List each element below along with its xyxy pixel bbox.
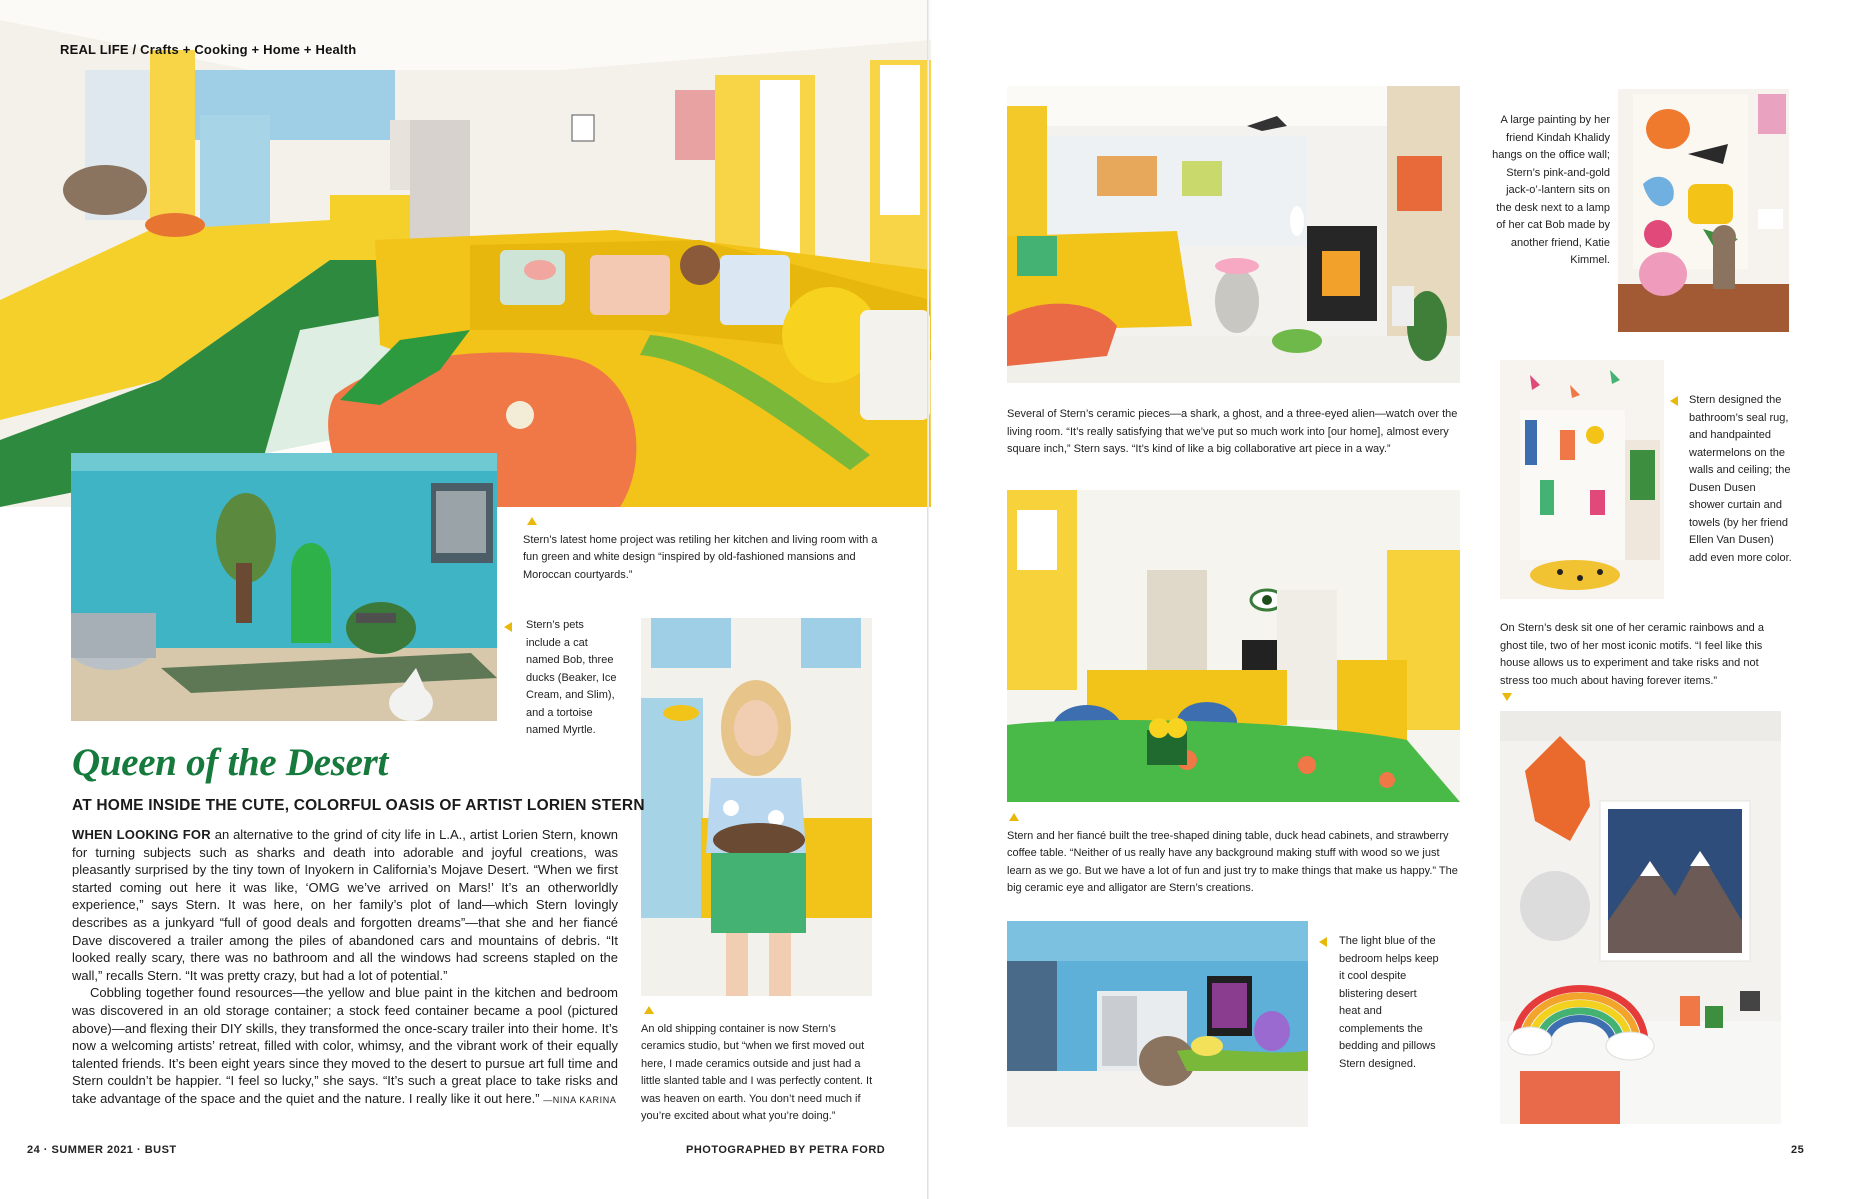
article-byline: —NINA KARINA <box>543 1094 617 1105</box>
caption-desk-text: On Stern’s desk sit one of her ceramic rainbows and a ghost tile, two of her most iconic motifs. “I feel like this house allows us to experiment and take risks and not stress too much about having forever items.” <box>1500 622 1764 687</box>
photo-artist-portrait <box>641 618 872 996</box>
photo-dining-room <box>1007 490 1460 802</box>
photo-desk <box>1500 711 1781 1124</box>
folio-right: 25 <box>1791 1144 1805 1156</box>
section-label: REAL LIFE / Crafts + Cooking + Home + Health <box>60 42 357 57</box>
photo-pool-ducks <box>71 453 497 721</box>
caption-bathroom-text: Stern designed the bathroom’s seal rug, and handpainted watermelons on the walls and ceiling; the Dusen Dusen shower curtain and towels (by her friend Ellen Van Dusen) add even more color. <box>1689 394 1792 564</box>
caption-office-text: A large painting by her friend Kindah Khalidy hangs on the office wall; Stern’s pink-and-gold jack-o’-lantern sits on the desk next to a lamp of her cat Bob made by another friend, Katie Kimmel. <box>1492 114 1610 266</box>
caption-pointer-icon <box>1319 937 1327 947</box>
caption-office <box>1490 112 1610 270</box>
article-headline: Queen of the Desert <box>72 741 389 784</box>
caption-bedroom <box>1319 933 1439 1073</box>
caption-pointer-icon <box>527 517 537 525</box>
body-paragraph-2-text: Cobbling together found resources—the yellow and blue paint in the kitchen and bedroom was discovered in an old storage container; a stock feed container became a pool (pictured above)—and flexing their DIY skills, they transformed the once-scary trailer into their home. It’s now a welcoming artists’ retreat, filled with color, whimsy, and the vibrant work of their equally talented friends. It’s been eight years since they moved to the desert to pursue art full time and Stern couldn’t be happier. “I feel so lucky,” she says. “It’s such a great place to take risks and take advantage of the space and the quiet and the nature. I really like it out here.” <box>72 985 618 1106</box>
caption-bedroom-text: The light blue of the bedroom helps keep it cool despite blistering desert heat and complements the bedding and pillows Stern designed. <box>1339 935 1439 1070</box>
body-paragraph-1-text: an alternative to the grind of city life in L.A., artist Lorien Stern, known for turning subjects such as sharks and death into adorable and joyful creations, was pleasantly surprised by the tiny town of Inyokern in California’s Mojave Desert. “When we first started coming out here it was like, ‘OMG we’ve arrived on Mars!’ It’s an otherworldly experience,” says Stern. It was here, on her family’s plot of land—which Stern lovingly describes as a junkyard “full of good deals and forgotten dreams”—that she and her fiancé Dave discovered a trailer among the piles of abandoned cars and mountains of debris. “It looked really scary, there was no bathroom and all the windows had screens stapled on the wall,” recalls Stern. “It was pretty crazy, but had a lot of potential.” <box>72 827 619 983</box>
article-dek: AT HOME INSIDE THE CUTE, COLORFUL OASIS OF ARTIST LORIEN STERN <box>72 797 645 814</box>
caption-living-room <box>1007 406 1462 459</box>
photo-bedroom <box>1007 921 1308 1127</box>
hero-photo-kitchen-living-room <box>0 0 931 507</box>
caption-pets <box>506 617 621 740</box>
caption-pointer-icon <box>1502 693 1512 701</box>
photo-bathroom <box>1500 360 1664 599</box>
folio-left: 24 · SUMMER 2021 · BUST <box>27 1144 177 1156</box>
caption-living-room-text: Several of Stern’s ceramic pieces—a shark, a ghost, and a three-eyed alien—watch over the living room. “It’s really satisfying that we’ve put so much work into [our home], almost every square inch,” Stern says. “It’s kind of like a big collaborative art piece in a way.” <box>1007 408 1458 455</box>
caption-studio <box>641 1003 876 1126</box>
body-lead-in: WHEN LOOKING FOR <box>72 827 211 842</box>
caption-pointer-icon <box>1009 813 1019 821</box>
caption-pets-text: Stern’s pets include a cat named Bob, three ducks (Beaker, Ice Cream, and Slim), and a tortoise named Myrtle. <box>526 619 617 736</box>
caption-kitchen <box>523 514 883 584</box>
caption-desk <box>1500 620 1770 708</box>
photo-office <box>1618 89 1789 332</box>
caption-kitchen-text: Stern’s latest home project was retiling her kitchen and living room with a fun green and white design “inspired by old-fashioned mansions and Moroccan courtyards.” <box>523 533 878 581</box>
page-gutter <box>927 0 929 1199</box>
caption-pointer-icon <box>644 1006 654 1014</box>
article-body <box>72 826 618 1110</box>
caption-pointer-icon <box>504 622 512 632</box>
caption-studio-text: An old shipping container is now Stern’s ceramics studio, but “when we first moved out here, I made ceramics outside and just had a little slanted table and I was perfectly content. It was heaven on earth. You don’t need much if you’re excited about what you’re doing.” <box>641 1022 873 1122</box>
caption-bathroom <box>1670 392 1794 567</box>
caption-pointer-icon <box>1670 396 1678 406</box>
body-paragraph <box>72 984 618 1109</box>
caption-dining-text: Stern and her fiancé built the tree-shaped dining table, duck head cabinets, and strawberry coffee table. “Neither of us really have any background making stuff with wood so we just learn as we go. But we have a lot of fun and just try to make things that make us happy.” The big ceramic eye and alligator are Stern’s creations. <box>1007 829 1458 894</box>
photographer-credit: PHOTOGRAPHED BY PETRA FORD <box>686 1144 886 1156</box>
photo-living-room <box>1007 86 1460 383</box>
body-paragraph <box>72 826 618 984</box>
caption-dining <box>1007 810 1462 898</box>
